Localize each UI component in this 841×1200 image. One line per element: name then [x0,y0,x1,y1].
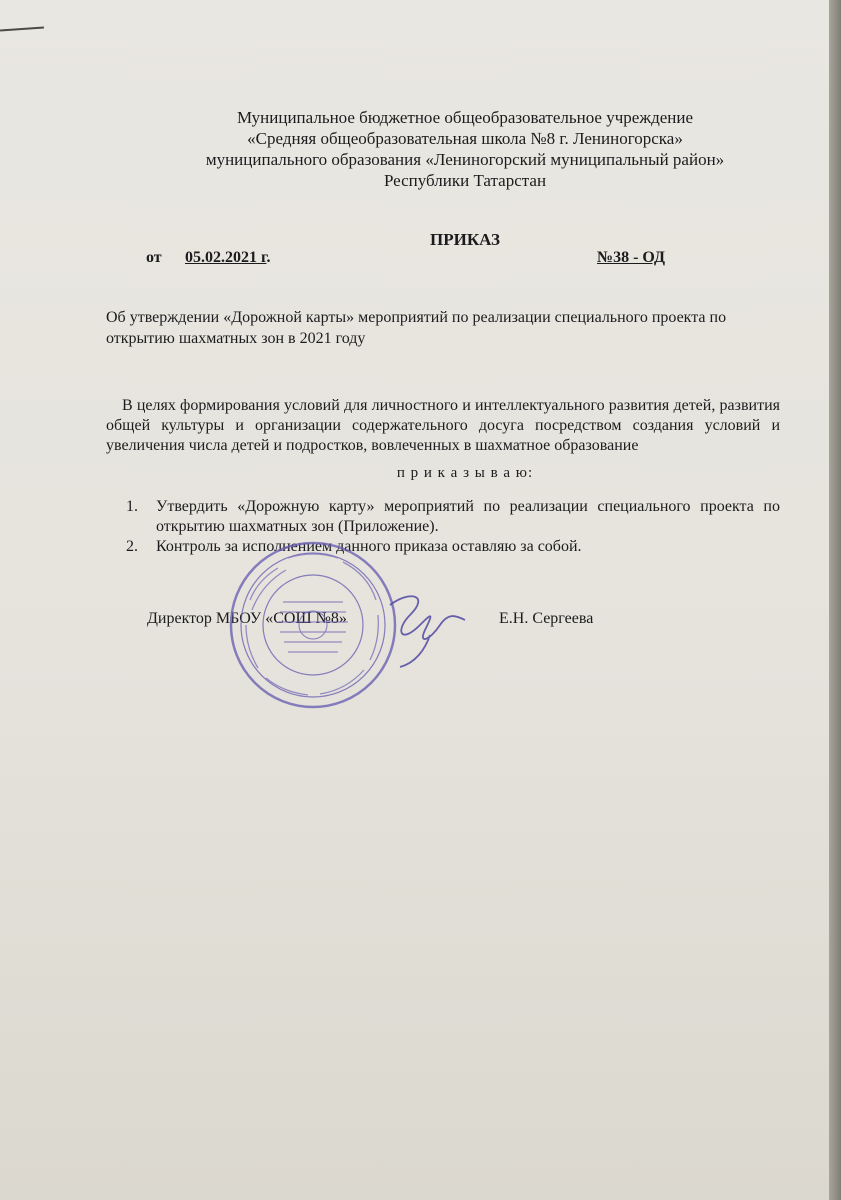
order-number: №38 - ОД [597,249,666,266]
order-date-suffix: . [266,249,271,266]
institution-header [150,107,780,191]
order-date-value: 05.02.2021 г [185,249,267,266]
header-line-2: «Средняя общеобразовательная школа №8 г. Лениногорска» [247,129,683,148]
order-title: ПРИКАЗ [430,230,500,249]
paper-crease [0,26,44,31]
list-item [106,537,780,557]
command-word: п р и к а з ы в а ю: [396,465,534,481]
signatory-role: Директор МБОУ «СОШ №8» [147,610,347,627]
date-prefix: от [146,249,162,266]
item-number: 2. [126,538,138,555]
item-text: Контроль за исполнением данного приказа оставляю за собой. [156,538,582,555]
item-number: 1. [126,498,138,515]
order-items [106,497,780,557]
order-date [185,249,270,267]
item-text: Утвердить «Дорожную карту» мероприятий по реализации специального проекта по открытию шахматных зон (Приложение). [156,498,780,535]
order-subject: Об утверждении «Дорожной карты» мероприятий по реализации специального проекта по открытию шахматных зон в 2021 году [106,309,727,347]
handwritten-signature-icon [370,585,480,675]
header-line-1: Муниципальное бюджетное общеобразовательное учреждение [236,108,694,127]
preamble-paragraph: В целях формирования условий для личностного и интеллектуального развития детей, развития общей культуры и организации содержательного досуга посредством создания условий и увеличения числа детей и подростков, вовлеченных в шахматное образование [106,397,780,454]
signatory-name: Е.Н. Сергеева [499,610,594,627]
header-line-3: муниципального образования «Лениногорский муниципальный район» [205,150,725,169]
list-item [106,497,780,537]
page-edge [829,0,841,1200]
header-line-4: Республики Татарстан [383,171,547,190]
